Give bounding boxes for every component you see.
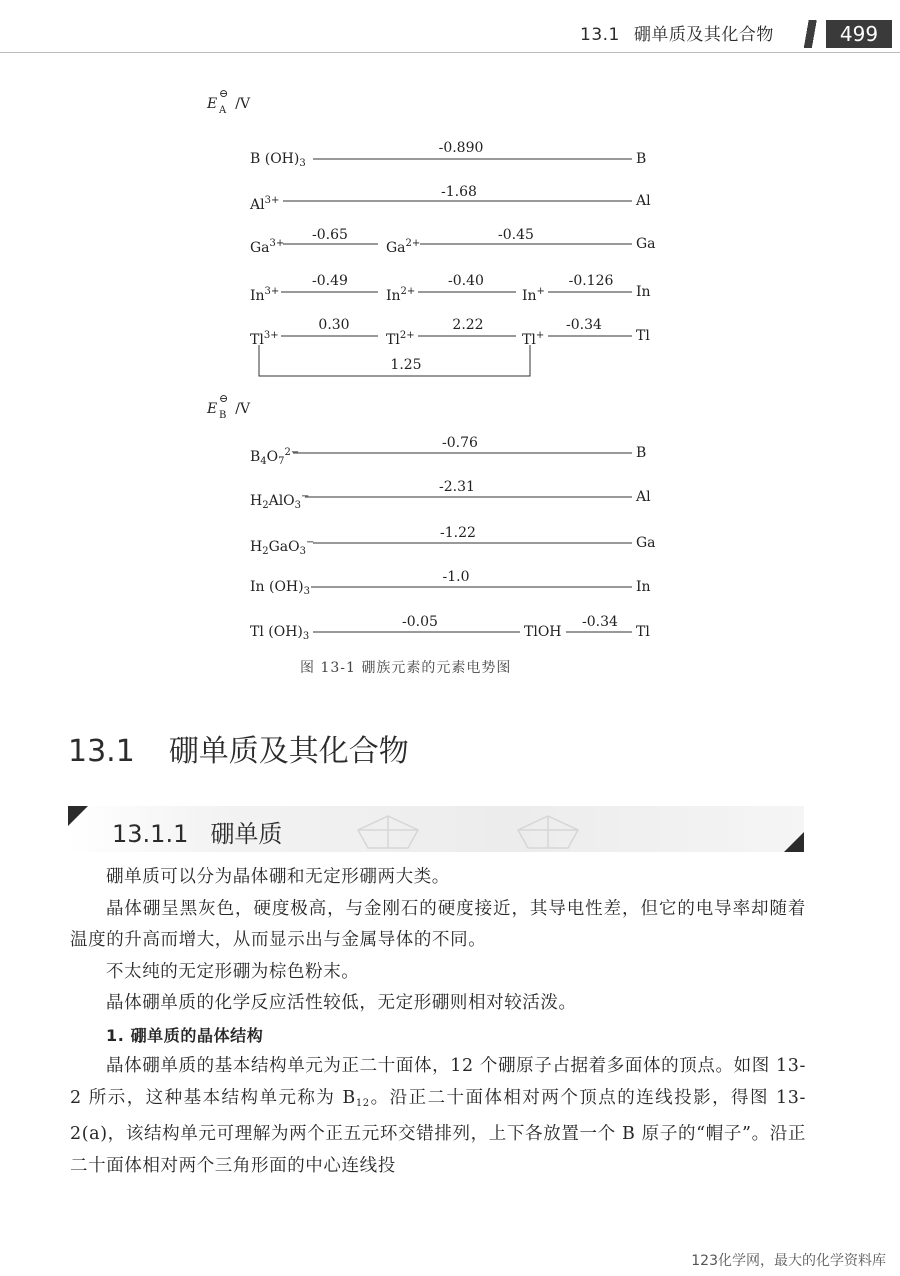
potential-value: -1.68 (441, 184, 477, 200)
section-number: 13.1 (68, 734, 135, 769)
potential-value-bracket: 1.25 (390, 357, 422, 373)
section-title: 硼单质及其化合物 (168, 734, 409, 769)
species-b-oh3: B $(OH)_3$ (250, 151, 306, 169)
species-tl-oh3: Tl $(OH)_3$ (250, 624, 310, 642)
potential-value: -0.05 (402, 614, 438, 630)
species-in: In (636, 284, 651, 300)
running-header-section-title: 硼单质及其化合物 (633, 25, 774, 45)
species-ga: Ga (636, 535, 656, 551)
potential-value: 0.30 (318, 317, 350, 333)
species-tl1: Tl+ (522, 330, 545, 348)
crystal-watermark-icon (348, 810, 608, 850)
species-tl2: $Tl^{2+}$ (386, 330, 415, 348)
species-al: Al (636, 193, 651, 209)
paragraph: 晶体硼单质的基本结构单元为正二十面体，12 个硼原子占据着多面体的顶点。如图 13-2 所示，这种基本结构单元称为 $B_{12}$。沿正二十面体相对两个顶点的连线投影，得图 13-2(a)，该结构单元可理解为两个正五元环交错排列，上下各放置一个 B 原子的“帽子”。沿正二十面体相对两个三角形面的中心连线投 (70, 1056, 806, 1176)
paragraph: 晶体硼单质的化学反应活性较低，无定形硼则相对较活泼。 (106, 993, 577, 1013)
species-ga: Ga (636, 236, 656, 252)
species-b: B (636, 151, 647, 167)
potential-value: -0.49 (312, 273, 348, 289)
potential-value: -0.40 (448, 273, 484, 289)
species-tl: Tl (636, 624, 650, 640)
acid-potential-label: E ⊖ A /V (207, 87, 251, 116)
banner-corner-mark (68, 806, 88, 826)
species-ga2: $Ga^{2+}$ (386, 238, 421, 256)
potential-value: -1.22 (440, 525, 476, 541)
running-header-section-num: 13.1 (580, 25, 620, 45)
potential-value: -0.126 (568, 273, 614, 289)
species-in2: $In^{2+}$ (386, 286, 416, 304)
subheading: 1. 硼单质的晶体结构 (106, 1025, 264, 1045)
species-in-oh3: In $(OH)_3$ (250, 579, 310, 597)
body-text (70, 862, 806, 1182)
potential-value: -1.0 (442, 569, 470, 585)
species-h2alo3: $H_2AlO_3^-$ (250, 491, 310, 511)
potential-value: -0.65 (312, 227, 348, 243)
species-tloh: TlOH (524, 624, 562, 640)
species-in1: In+ (522, 286, 545, 304)
subsection-title: 硼单质 (210, 820, 283, 848)
species-h2gao3: $H_2GaO_3^-$ (250, 537, 315, 557)
species-al: Al (636, 489, 651, 505)
species-in3: $In^{3+}$ (250, 286, 280, 304)
subsection-banner (68, 806, 804, 852)
potential-value: 2.22 (452, 317, 484, 333)
potential-value: -0.890 (438, 140, 484, 156)
species-tl: Tl (636, 328, 650, 344)
section-heading (68, 726, 409, 770)
page-number: 499 (826, 20, 892, 48)
paragraph: 硼单质可以分为晶体硼和无定形硼两大类。 (106, 867, 450, 887)
species-ga3: $Ga^{3+}$ (250, 238, 285, 256)
subsection-heading (112, 814, 282, 849)
species-tl3: $Tl^{3+}$ (250, 330, 279, 348)
potential-value: -0.34 (566, 317, 602, 333)
species-b: B (636, 445, 647, 461)
potential-value: -0.76 (442, 435, 478, 451)
species-in: In (636, 579, 651, 595)
base-potential-label: E ⊖ B /V (207, 392, 251, 421)
subsection-number: 13.1.1 (112, 820, 189, 848)
figure-caption: 图 13-1 硼族元素的元素电势图 (300, 660, 512, 676)
site-watermark-text: 123化学网，最大的化学资料库 (691, 1253, 886, 1269)
paragraph: 不太纯的无定形硼为棕色粉末。 (106, 961, 360, 982)
paragraph: 晶体硼呈黑灰色，硬度极高，与金刚石的硬度接近，其导电性差，但它的电导率却随着温度的升高而增大，从而显示出与金属导体的不同。 (70, 898, 806, 950)
banner-corner-mark (784, 832, 804, 852)
potential-value: -0.34 (582, 614, 618, 630)
potential-value: -2.31 (439, 479, 475, 495)
potential-value: -0.45 (498, 227, 534, 243)
species-b4o7: $B_4O_7^{2-}$ (250, 447, 300, 467)
species-al3: $Al^{3+}$ (250, 195, 280, 213)
